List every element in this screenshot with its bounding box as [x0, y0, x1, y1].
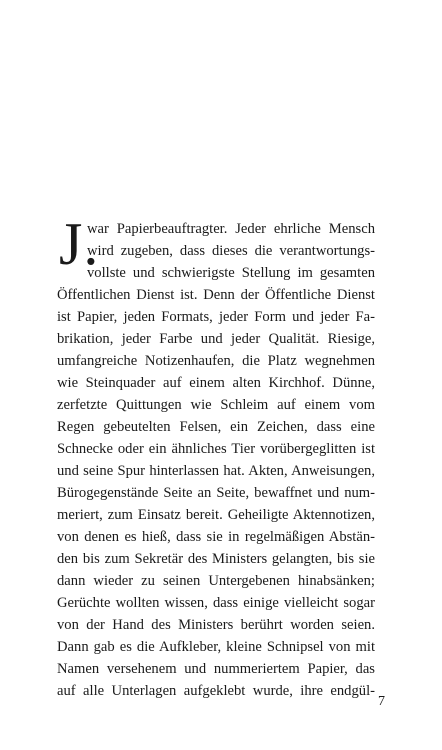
page-number: 7 [378, 694, 385, 709]
text-line: Regen gebeutelten Felsen, ein Zeichen, dass eine [57, 419, 375, 435]
text-line: Schnecke oder ein ähnliches Tier vorübergeglitten ist [57, 441, 375, 457]
text-line: vollste und schwierigste Stellung im gesamten [87, 265, 375, 281]
text-line: auf alle Unterlagen aufgeklebt wurde, ihre endgül- [57, 683, 375, 699]
text-line: von denen es hieß, dass sie in regelmäßigen Abstän- [57, 529, 375, 545]
text-line: wird zugeben, dass dieses die verantwortungs- [87, 243, 375, 259]
text-line: wie Steinquader auf einem alten Kirchhof. Dünne, [57, 375, 375, 391]
text-line: zerfetzte Quittungen wie Schleim auf einem vom [57, 397, 375, 413]
text-line: Namen versehenem und nummeriertem Papier, das [57, 661, 375, 677]
text-line: den bis zum Sekretär des Ministers gelangten, bis sie [57, 551, 375, 567]
text-line: dann wieder zu seinen Untergebenen hinabsänken; [57, 573, 375, 589]
text-line: Bürogegenstände Seite an Seite, bewaffnet und num- [57, 485, 375, 501]
text-line: Gerüchte wollten wissen, dass einige vielleicht sogar [57, 595, 375, 611]
drop-cap: J. [59, 211, 100, 277]
text-line: umfangreiche Notizenhaufen, die Platz wegnehmen [57, 353, 375, 369]
text-line: brikation, jeder Farbe und jeder Qualität. Riesige, [57, 331, 375, 347]
text-line: und seine Spur hinterlassen hat. Akten, Anweisungen, [57, 463, 375, 479]
text-line: Öffentlichen Dienst ist. Denn der Öffentliche Dienst [57, 287, 375, 303]
text-line: war Papierbeauftragter. Jeder ehrliche Mensch [87, 221, 375, 237]
text-line: von der Hand des Ministers berührt worden seien. [57, 617, 375, 633]
text-line: Dann gab es die Aufkleber, kleine Schnipsel von mit [57, 639, 375, 655]
text-line: meriert, zum Einsatz bereit. Geheiligte Aktennotizen, [57, 507, 375, 523]
text-line: ist Papier, jeden Formats, jeder Form und jeder Fa- [57, 309, 375, 325]
